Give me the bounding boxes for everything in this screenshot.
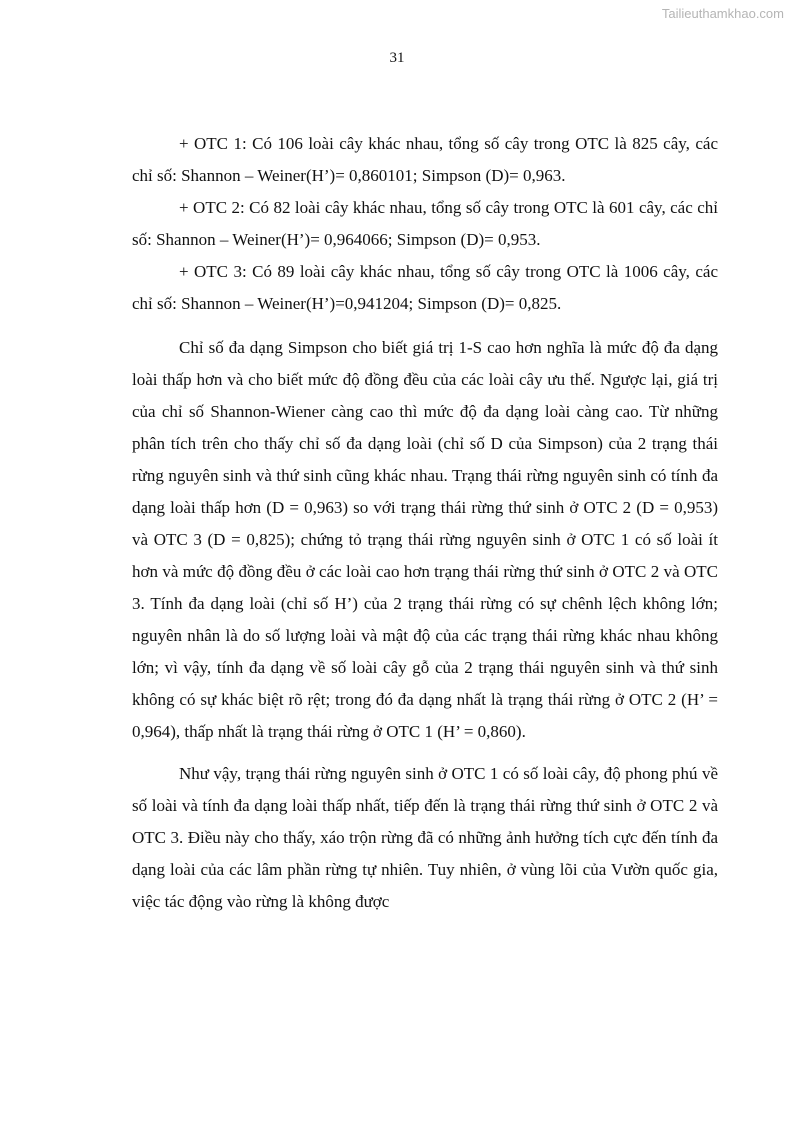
paragraph-otc3: + OTC 3: Có 89 loài cây khác nhau, tổng số cây trong OTC là 1006 cây, các chỉ số: Shannon – Weiner(H’)=0,941204; Simpson (D)= 0,825.: [132, 262, 718, 313]
page-number: 31: [389, 50, 405, 66]
watermark: Tailieuthamkhao.com: [661, 6, 784, 21]
paragraph-simpson-analysis: Chỉ số đa dạng Simpson cho biết giá trị 1-S cao hơn nghĩa là mức độ đa dạng loài thấp hơn và cho biết mức độ đồng đều của các loài cây ưu thế. Ngược lại, giá trị của chỉ số Shannon-Wiener càng cao thì mức độ đa dạng loài càng cao. Từ những phân tích trên cho thấy chỉ số đa dạng loài (chỉ số D của Simpson) của 2 trạng thái rừng nguyên sinh và thứ sinh cũng khác nhau. Trạng thái rừng nguyên sinh có tính đa dạng loài thấp hơn (D = 0,963) so với trạng thái rừng thứ sinh ở OTC 2 (D = 0,953) và OTC 3 (D = 0,825); chứng tỏ trạng thái rừng nguyên sinh ở OTC 1 có số loài ít hơn và mức độ đồng đều ở các loài cao hơn trạng thái rừng thứ sinh ở OTC 2 và OTC 3. Tính đa dạng loài (chỉ số H’) của 2 trạng thái rừng có sự chênh lệch không lớn; nguyên nhân là do số lượng loài và mật độ của các trạng thái rừng khác nhau không lớn; vì vậy, tính đa dạng về số loài cây gỗ của 2 trạng thái nguyên sinh và thứ sinh không có sự khác biệt rõ rệt; trong đó đa dạng nhất là trạng thái rừng ở OTC 2 (H’ = 0,964), thấp nhất là trạng thái rừng ở OTC 1 (H’ = 0,860).: [132, 338, 718, 741]
document-body: [132, 128, 718, 918]
paragraph-otc1: + OTC 1: Có 106 loài cây khác nhau, tổng số cây trong OTC là 825 cây, các chỉ số: Shannon – Weiner(H’)= 0,860101; Simpson (D)= 0,963.: [132, 134, 718, 185]
paragraph-otc2: + OTC 2: Có 82 loài cây khác nhau, tổng số cây trong OTC là 601 cây, các chỉ số: Shannon – Weiner(H’)= 0,964066; Simpson (D)= 0,953.: [132, 198, 718, 249]
paragraph-conclusion: Như vậy, trạng thái rừng nguyên sinh ở OTC 1 có số loài cây, độ phong phú về số loài và tính đa dạng loài thấp nhất, tiếp đến là trạng thái rừng thứ sinh ở OTC 2 và OTC 3. Điều này cho thấy, xáo trộn rừng đã có những ảnh hưởng tích cực đến tính đa dạng loài của các lâm phần rừng tự nhiên. Tuy nhiên, ở vùng lõi của Vườn quốc gia, việc tác động vào rừng là không được: [132, 764, 718, 911]
